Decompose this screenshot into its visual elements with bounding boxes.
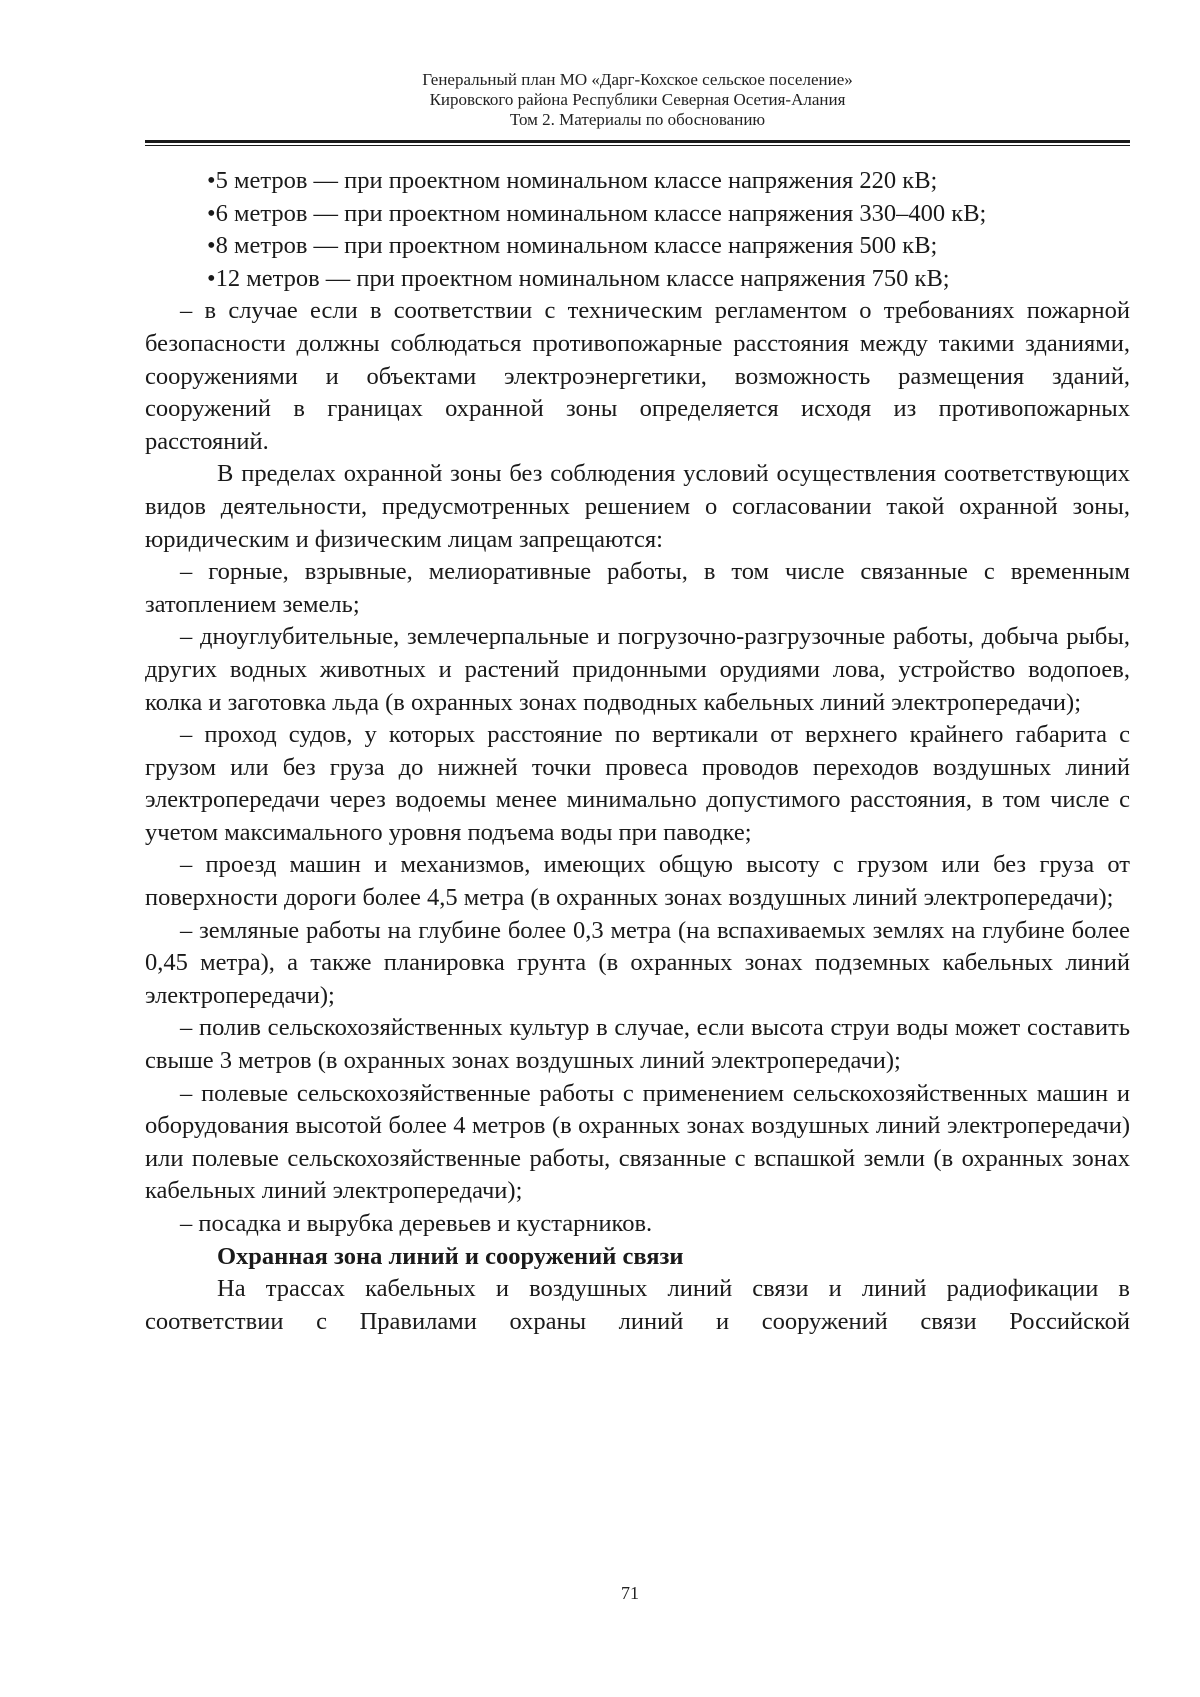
- section-paragraph: На трассах кабельных и воздушных линий связи и линий радиофикации в соответствии с Правилами охраны линий и сооружений связи Российской: [145, 1275, 1130, 1335]
- bullet-item: •8 метров — при проектном номинальном классе напряжения 500 кВ;: [207, 232, 938, 260]
- bullet-item: •12 метров — при проектном номинальном классе напряжения 750 кВ;: [207, 264, 950, 292]
- body-text: [145, 165, 1130, 1338]
- list-item-mining: – горные, взрывные, мелиоративные работы, в том числе связанные с временным затоплением земель;: [145, 558, 1130, 618]
- bullet-item: •6 метров — при проектном номинальном классе напряжения 330–400 кВ;: [207, 199, 987, 227]
- list-item-earthworks: – земляные работы на глубине более 0,3 метра (на вспахиваемых землях на глубине более 0,45 метра), а также планировка грунта (в охранных зонах подземных кабельных линий электропередачи);: [145, 916, 1130, 1009]
- list-item-dredging: – дноуглубительные, землечерпальные и погрузочно-разгрузочные работы, добыча рыбы, других водных животных и растений придонными орудиями лова, устройство водопоев, колка и заготовка льда (в охранных зонах подводных кабельных линий электропередачи);: [145, 623, 1130, 716]
- header-rule-thin: [145, 145, 1130, 146]
- paragraph-intro-prohibited: В пределах охранной зоны без соблюдения условий осуществления соответствующих видов деятельности, предусмотренных решением о согласовании такой охранной зоны, юридическим и физическим лицам запрещаются:: [145, 460, 1130, 553]
- header-line-3: Том 2. Материалы по обоснованию: [509, 110, 766, 129]
- paragraph-fire-distance: – в случае если в соответствии с техническим регламентом о требованиях пожарной безопасности должны соблюдаться противопожарные расстояния между такими зданиями, сооружениями и объектами электроэнергетики, возможность размещения зданий, сооружений в границах охранной зоны определяется исходя из противопожарных расстояний.: [145, 297, 1130, 455]
- list-item-irrigation: – полив сельскохозяйственных культур в случае, если высота струи воды может составить свыше 3 метров (в охранных зонах воздушных линий электропередачи);: [145, 1014, 1130, 1075]
- list-item-ships: – проход судов, у которых расстояние по вертикали от верхнего крайнего габарита с грузом или без груза до нижней точки провеса проводов переходов воздушных линий электропередачи через водоемы менее минимально допустимого расстояния, в том числе с учетом максимального уровня подъема воды при паводке;: [145, 721, 1130, 846]
- running-header: [145, 70, 1130, 130]
- page-number: 71: [621, 1583, 639, 1603]
- list-item-field-works: – полевые сельскохозяйственные работы с применением сельскохозяйственных машин и оборудования высотой более 4 метров (в охранных зонах воздушных линий электропередачи) или полевые сельскохозяйственные работы, связанные с вспашкой земли (в охранных зонах кабельных линий электропередачи);: [145, 1079, 1130, 1205]
- list-item-vehicles: – проезд машин и механизмов, имеющих общую высоту с грузом или без груза от поверхности дороги более 4,5 метра (в охранных зонах воздушных линий электропередачи);: [145, 851, 1130, 912]
- section-heading: Охранная зона линий и сооружений связи: [217, 1242, 684, 1270]
- header-rule-thick: [145, 140, 1130, 143]
- bullet-item: •5 метров — при проектном номинальном классе напряжения 220 кВ;: [207, 167, 938, 194]
- header-line-2: Кировского района Республики Северная Осетия-Алания: [429, 90, 846, 109]
- header-line-1: Генеральный план МО «Дарг-Кохское сельское поселение»: [422, 70, 853, 89]
- list-item-trees: – посадка и вырубка деревьев и кустарников.: [180, 1210, 653, 1237]
